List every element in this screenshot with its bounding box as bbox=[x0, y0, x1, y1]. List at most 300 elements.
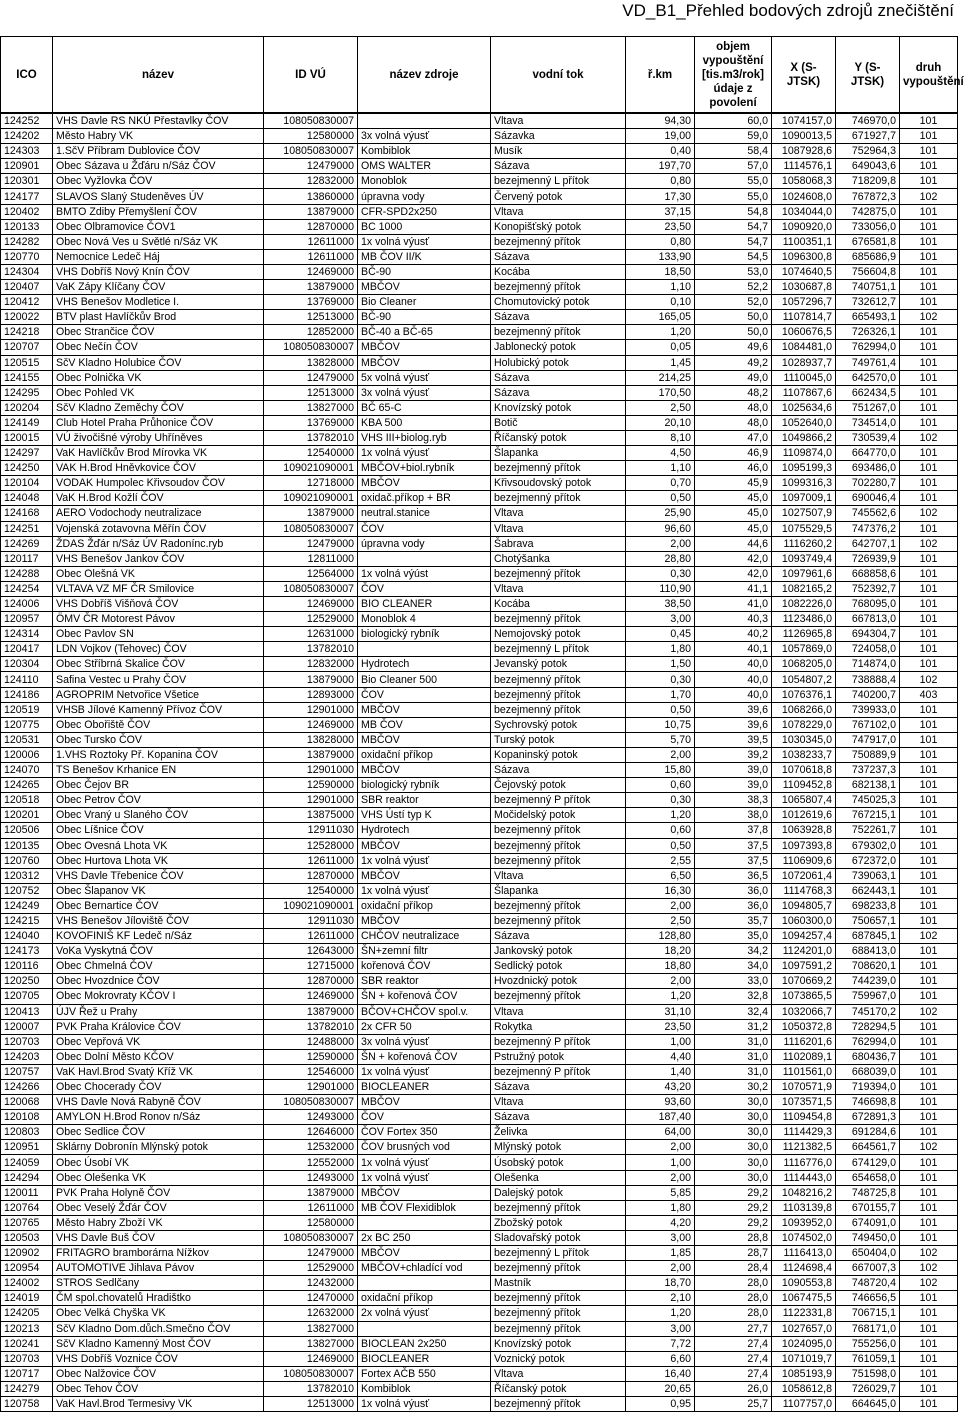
cell-nazev: Obec Chmelná ČOV bbox=[53, 959, 264, 974]
table-row bbox=[1, 1230, 958, 1245]
cell-x: 1073865,5 bbox=[772, 989, 836, 1004]
cell-id-vu: 12479000 bbox=[264, 370, 358, 385]
cell-x: 1074502,0 bbox=[772, 1230, 836, 1245]
cell-vodni-tok: bezejmenný L přítok bbox=[491, 174, 626, 189]
cell-nazev: ÖMV ČR Motorest Pávov bbox=[53, 612, 264, 627]
cell-rkm: 1,70 bbox=[626, 687, 695, 702]
cell-ico: 120250 bbox=[1, 974, 53, 989]
cell-vodni-tok: Hvozdnický potok bbox=[491, 974, 626, 989]
cell-nazev: PVK Praha Královice ČOV bbox=[53, 1019, 264, 1034]
cell-druh: 101 bbox=[900, 853, 958, 868]
cell-y: 728294,5 bbox=[836, 1019, 900, 1034]
cell-id-vu: 12469000 bbox=[264, 1351, 358, 1366]
cell-nazev: Obec Nalžovice ČOV bbox=[53, 1366, 264, 1381]
cell-id-vu: 108050830007 bbox=[264, 144, 358, 159]
cell-y: 698233,8 bbox=[836, 898, 900, 913]
cell-ico: 124186 bbox=[1, 687, 53, 702]
cell-nazev: Club Hotel Praha Průhonice ČOV bbox=[53, 415, 264, 430]
cell-objem: 30,0 bbox=[695, 1110, 772, 1125]
cell-id-vu: 13769000 bbox=[264, 415, 358, 430]
cell-vodni-tok: Křivsoudovský potok bbox=[491, 476, 626, 491]
cell-y: 759967,0 bbox=[836, 989, 900, 1004]
cell-objem: 30,0 bbox=[695, 1170, 772, 1185]
cell-druh: 102 bbox=[900, 430, 958, 445]
cell-objem: 48,2 bbox=[695, 385, 772, 400]
cell-ico: 120518 bbox=[1, 793, 53, 808]
cell-x: 1082165,2 bbox=[772, 581, 836, 596]
cell-x: 1060676,5 bbox=[772, 325, 836, 340]
cell-ico: 120503 bbox=[1, 1230, 53, 1245]
cell-rkm: 19,00 bbox=[626, 129, 695, 144]
cell-objem: 52,0 bbox=[695, 295, 772, 310]
cell-y: 767215,1 bbox=[836, 808, 900, 823]
cell-objem: 57,0 bbox=[695, 159, 772, 174]
table-row bbox=[1, 536, 958, 551]
cell-id-vu: 12893000 bbox=[264, 687, 358, 702]
table-row bbox=[1, 672, 958, 687]
cell-nazev: Obec Sedlice ČOV bbox=[53, 1125, 264, 1140]
cell-objem: 28,4 bbox=[695, 1261, 772, 1276]
cell-nazev-zdroje: SBR reaktor bbox=[358, 793, 491, 808]
table-row bbox=[1, 506, 958, 521]
cell-ico: 120402 bbox=[1, 204, 53, 219]
cell-rkm: 0,05 bbox=[626, 340, 695, 355]
cell-nazev: ŽDAS Žďár n/Sáz ÚV Radonínc.ryb bbox=[53, 536, 264, 551]
cell-x: 1074157,0 bbox=[772, 113, 836, 129]
cell-ico: 124048 bbox=[1, 491, 53, 506]
cell-x: 1106909,6 bbox=[772, 853, 836, 868]
cell-rkm: 0,10 bbox=[626, 295, 695, 310]
cell-rkm: 23,50 bbox=[626, 219, 695, 234]
cell-vodni-tok: Pstružný potok bbox=[491, 1049, 626, 1064]
cell-vodni-tok: bezejmenný přítok bbox=[491, 461, 626, 476]
cell-x: 1034044,0 bbox=[772, 204, 836, 219]
cell-druh: 102 bbox=[900, 929, 958, 944]
cell-vodni-tok: Šlapanka bbox=[491, 883, 626, 898]
cell-rkm: 16,40 bbox=[626, 1366, 695, 1381]
cell-y: 668039,0 bbox=[836, 1064, 900, 1079]
cell-nazev: VAK H.Brod Hněvkovice ČOV bbox=[53, 461, 264, 476]
table-row bbox=[1, 340, 958, 355]
cell-nazev: Obec Polnička VK bbox=[53, 370, 264, 385]
cell-y: 745025,3 bbox=[836, 793, 900, 808]
cell-vodni-tok: Sázava bbox=[491, 249, 626, 264]
table-row bbox=[1, 144, 958, 159]
table-row bbox=[1, 838, 958, 853]
cell-vodni-tok: Želivka bbox=[491, 1125, 626, 1140]
cell-vodni-tok: Vltava bbox=[491, 521, 626, 536]
cell-rkm: 0,50 bbox=[626, 838, 695, 853]
col-rkm: ř.km bbox=[626, 37, 695, 114]
cell-druh: 101 bbox=[900, 1215, 958, 1230]
cell-rkm: 18,70 bbox=[626, 1276, 695, 1291]
cell-druh: 101 bbox=[900, 823, 958, 838]
cell-vodni-tok: bezejmenný P přítok bbox=[491, 1064, 626, 1079]
cell-ico: 120312 bbox=[1, 868, 53, 883]
cell-nazev-zdroje: BČ-90 bbox=[358, 310, 491, 325]
cell-nazev: Obec Úsobí VK bbox=[53, 1155, 264, 1170]
cell-nazev: VHS Benešov Jankov ČOV bbox=[53, 551, 264, 566]
cell-nazev-zdroje: oxidační příkop bbox=[358, 1291, 491, 1306]
table-row bbox=[1, 491, 958, 506]
cell-rkm: 0,40 bbox=[626, 144, 695, 159]
table-row bbox=[1, 370, 958, 385]
cell-y: 746656,5 bbox=[836, 1291, 900, 1306]
cell-druh: 101 bbox=[900, 1321, 958, 1336]
cell-id-vu: 13828000 bbox=[264, 732, 358, 747]
cell-vodni-tok: bezejmenný přítok bbox=[491, 1200, 626, 1215]
cell-vodni-tok: Nemojovský potok bbox=[491, 627, 626, 642]
cell-y: 738888,4 bbox=[836, 672, 900, 687]
cell-x: 1116776,0 bbox=[772, 1155, 836, 1170]
cell-druh: 101 bbox=[900, 1034, 958, 1049]
cell-id-vu: 12832000 bbox=[264, 657, 358, 672]
cell-nazev-zdroje: MBČOV bbox=[358, 340, 491, 355]
cell-x: 1114768,3 bbox=[772, 883, 836, 898]
cell-vodni-tok: bezejmenný přítok bbox=[491, 1396, 626, 1411]
cell-id-vu: 108050830007 bbox=[264, 340, 358, 355]
cell-x: 1025634,6 bbox=[772, 400, 836, 415]
cell-rkm: 1,45 bbox=[626, 355, 695, 370]
cell-nazev-zdroje: 3x volná výusť bbox=[358, 129, 491, 144]
cell-druh: 101 bbox=[900, 763, 958, 778]
table-row bbox=[1, 1064, 958, 1079]
cell-vodni-tok: Úsobský potok bbox=[491, 1155, 626, 1170]
cell-ico: 120951 bbox=[1, 1140, 53, 1155]
cell-vodni-tok: Sázava bbox=[491, 763, 626, 778]
cell-vodni-tok: Šlapanka bbox=[491, 446, 626, 461]
cell-objem: 37,8 bbox=[695, 823, 772, 838]
cell-x: 1082226,0 bbox=[772, 597, 836, 612]
cell-y: 752964,3 bbox=[836, 144, 900, 159]
cell-id-vu: 13879000 bbox=[264, 280, 358, 295]
cell-x: 1049866,2 bbox=[772, 430, 836, 445]
cell-nazev-zdroje: Hydrotech bbox=[358, 823, 491, 838]
cell-nazev: VHS Dobříš Voznice ČOV bbox=[53, 1351, 264, 1366]
cell-y: 745170,2 bbox=[836, 1004, 900, 1019]
cell-y: 668858,6 bbox=[836, 566, 900, 581]
cell-vodni-tok: Mastník bbox=[491, 1276, 626, 1291]
cell-nazev-zdroje: MBČOV bbox=[358, 280, 491, 295]
cell-x: 1093749,4 bbox=[772, 551, 836, 566]
cell-x: 1116413,0 bbox=[772, 1246, 836, 1261]
cell-rkm: 0,80 bbox=[626, 234, 695, 249]
cell-nazev: Obec Líšnice ČOV bbox=[53, 823, 264, 838]
cell-nazev: Obec Vyžlovka ČOV bbox=[53, 174, 264, 189]
cell-id-vu: 13782010 bbox=[264, 430, 358, 445]
cell-id-vu: 12513000 bbox=[264, 385, 358, 400]
cell-id-vu: 109021090001 bbox=[264, 461, 358, 476]
cell-nazev-zdroje: 2x volná výusť bbox=[358, 1306, 491, 1321]
cell-y: 664561,7 bbox=[836, 1140, 900, 1155]
cell-vodni-tok: Mlýnský potok bbox=[491, 1140, 626, 1155]
cell-objem: 40,2 bbox=[695, 627, 772, 642]
cell-objem: 45,9 bbox=[695, 476, 772, 491]
table-row bbox=[1, 159, 958, 174]
cell-nazev-zdroje: ČOV brusných vod bbox=[358, 1140, 491, 1155]
cell-druh: 101 bbox=[900, 551, 958, 566]
cell-druh: 101 bbox=[900, 793, 958, 808]
cell-id-vu: 12852000 bbox=[264, 325, 358, 340]
cell-rkm: 1,80 bbox=[626, 1200, 695, 1215]
cell-vodni-tok: bezejmenný přítok bbox=[491, 1306, 626, 1321]
cell-objem: 27,7 bbox=[695, 1321, 772, 1336]
cell-nazev-zdroje: MBČOV bbox=[358, 868, 491, 883]
table-row bbox=[1, 280, 958, 295]
cell-objem: 28,7 bbox=[695, 1246, 772, 1261]
cell-id-vu: 108050830007 bbox=[264, 113, 358, 129]
cell-ico: 120413 bbox=[1, 1004, 53, 1019]
cell-id-vu: 12529000 bbox=[264, 612, 358, 627]
cell-ico: 120068 bbox=[1, 1095, 53, 1110]
cell-id-vu: 12432000 bbox=[264, 1276, 358, 1291]
cell-ico: 124110 bbox=[1, 672, 53, 687]
cell-nazev-zdroje: Fortex AČB 550 bbox=[358, 1366, 491, 1381]
cell-ico: 120803 bbox=[1, 1125, 53, 1140]
cell-nazev-zdroje: oxidační příkop bbox=[358, 898, 491, 913]
cell-rkm: 128,80 bbox=[626, 929, 695, 944]
cell-y: 726939,9 bbox=[836, 551, 900, 566]
cell-y: 714874,0 bbox=[836, 657, 900, 672]
cell-nazev: Obec Tursko ČOV bbox=[53, 732, 264, 747]
table-row bbox=[1, 1034, 958, 1049]
cell-rkm: 2,00 bbox=[626, 536, 695, 551]
cell-druh: 101 bbox=[900, 566, 958, 581]
cell-nazev-zdroje bbox=[358, 551, 491, 566]
cell-y: 767872,3 bbox=[836, 189, 900, 204]
cell-vodni-tok: Konopišťský potok bbox=[491, 219, 626, 234]
cell-nazev-zdroje: 1x volná výusť bbox=[358, 883, 491, 898]
cell-ico: 124149 bbox=[1, 415, 53, 430]
cell-nazev: FRITAGRO bramborárna Nížkov bbox=[53, 1246, 264, 1261]
cell-objem: 40,3 bbox=[695, 612, 772, 627]
cell-vodni-tok: Sázava bbox=[491, 1110, 626, 1125]
cell-vodni-tok: Sázava bbox=[491, 159, 626, 174]
cell-druh: 101 bbox=[900, 340, 958, 355]
cell-ico: 120515 bbox=[1, 355, 53, 370]
cell-vodni-tok: Šabrava bbox=[491, 536, 626, 551]
cell-nazev: LDN Vojkov (Tehovec) ČOV bbox=[53, 642, 264, 657]
cell-druh: 101 bbox=[900, 1110, 958, 1125]
cell-ico: 120707 bbox=[1, 340, 53, 355]
table-row bbox=[1, 1351, 958, 1366]
cell-id-vu: 12870000 bbox=[264, 974, 358, 989]
cell-x: 1038233,7 bbox=[772, 747, 836, 762]
cell-id-vu: 13875000 bbox=[264, 808, 358, 823]
col-nazev-zdroje: název zdroje bbox=[358, 37, 491, 114]
cell-rkm: 0,50 bbox=[626, 491, 695, 506]
cell-vodni-tok: Botič bbox=[491, 415, 626, 430]
cell-rkm: 0,95 bbox=[626, 1396, 695, 1411]
cell-druh: 101 bbox=[900, 325, 958, 340]
cell-rkm: 4,20 bbox=[626, 1215, 695, 1230]
cell-y: 755256,0 bbox=[836, 1336, 900, 1351]
cell-y: 749450,0 bbox=[836, 1230, 900, 1245]
cell-druh: 101 bbox=[900, 204, 958, 219]
cell-objem: 25,7 bbox=[695, 1396, 772, 1411]
cell-ico: 124265 bbox=[1, 778, 53, 793]
cell-id-vu: 13769000 bbox=[264, 295, 358, 310]
cell-vodni-tok: Kocába bbox=[491, 264, 626, 279]
table-row bbox=[1, 1019, 958, 1034]
cell-vodni-tok: Zbožský potok bbox=[491, 1215, 626, 1230]
table-row bbox=[1, 627, 958, 642]
cell-id-vu: 12469000 bbox=[264, 264, 358, 279]
cell-x: 1103139,8 bbox=[772, 1200, 836, 1215]
cell-ico: 120752 bbox=[1, 883, 53, 898]
cell-nazev: Obec Hvozdnice ČOV bbox=[53, 974, 264, 989]
cell-objem: 50,0 bbox=[695, 310, 772, 325]
cell-druh: 101 bbox=[900, 1230, 958, 1245]
cell-vodni-tok: bezejmenný přítok bbox=[491, 1261, 626, 1276]
cell-x: 1052640,0 bbox=[772, 415, 836, 430]
cell-nazev-zdroje: biologický rybník bbox=[358, 627, 491, 642]
cell-rkm: 110,90 bbox=[626, 581, 695, 596]
cell-objem: 58,4 bbox=[695, 144, 772, 159]
cell-ico: 124251 bbox=[1, 521, 53, 536]
cell-rkm: 1,00 bbox=[626, 1155, 695, 1170]
cell-id-vu: 13860000 bbox=[264, 189, 358, 204]
cell-vodni-tok: Sázava bbox=[491, 385, 626, 400]
cell-druh: 403 bbox=[900, 687, 958, 702]
cell-nazev-zdroje: ŠN + kořenová ČOV bbox=[358, 1049, 491, 1064]
cell-druh: 102 bbox=[900, 1246, 958, 1261]
table-row bbox=[1, 1095, 958, 1110]
cell-y: 642707,1 bbox=[836, 536, 900, 551]
table-row bbox=[1, 521, 958, 536]
cell-vodni-tok: Kopaninský potok bbox=[491, 747, 626, 762]
col-ico: ICO bbox=[1, 37, 53, 114]
cell-id-vu: 12901000 bbox=[264, 793, 358, 808]
cell-x: 1085193,9 bbox=[772, 1366, 836, 1381]
cell-ico: 124070 bbox=[1, 763, 53, 778]
col-nazev: název bbox=[53, 37, 264, 114]
cell-rkm: 2,00 bbox=[626, 747, 695, 762]
cell-druh: 101 bbox=[900, 597, 958, 612]
cell-nazev: VHS Benešov Jíloviště ČOV bbox=[53, 913, 264, 928]
cell-ico: 124019 bbox=[1, 1291, 53, 1306]
cell-y: 726326,1 bbox=[836, 325, 900, 340]
cell-nazev: VÚ živočišné výroby Uhříněves bbox=[53, 430, 264, 445]
table-row bbox=[1, 974, 958, 989]
cell-ico: 120104 bbox=[1, 476, 53, 491]
cell-y: 654658,0 bbox=[836, 1170, 900, 1185]
cell-vodni-tok: Olešenka bbox=[491, 1170, 626, 1185]
cell-druh: 101 bbox=[900, 1049, 958, 1064]
cell-nazev: VHS Dobříš Nový Knín ČOV bbox=[53, 264, 264, 279]
cell-y: 702280,7 bbox=[836, 476, 900, 491]
cell-vodni-tok: Sázava bbox=[491, 310, 626, 325]
cell-nazev-zdroje: Kombiblok bbox=[358, 1381, 491, 1396]
cell-ico: 124168 bbox=[1, 506, 53, 521]
cell-id-vu: 12513000 bbox=[264, 1396, 358, 1411]
cell-x: 1028937,7 bbox=[772, 355, 836, 370]
cell-x: 1073571,5 bbox=[772, 1095, 836, 1110]
cell-vodni-tok: Říčanský potok bbox=[491, 1381, 626, 1396]
cell-rkm: 6,50 bbox=[626, 868, 695, 883]
table-row bbox=[1, 1155, 958, 1170]
cell-druh: 101 bbox=[900, 476, 958, 491]
cell-rkm: 0,30 bbox=[626, 566, 695, 581]
table-row bbox=[1, 581, 958, 596]
cell-nazev: PVK Praha Holyně ČOV bbox=[53, 1185, 264, 1200]
cell-id-vu: 12528000 bbox=[264, 838, 358, 853]
cell-nazev: VaK Zápy Klíčany ČOV bbox=[53, 280, 264, 295]
cell-objem: 42,0 bbox=[695, 551, 772, 566]
cell-nazev-zdroje: ČOV Fortex 350 bbox=[358, 1125, 491, 1140]
cell-nazev: Obec Pavlov SN bbox=[53, 627, 264, 642]
cell-y: 752261,7 bbox=[836, 823, 900, 838]
cell-rkm: 5,85 bbox=[626, 1185, 695, 1200]
cell-ico: 120717 bbox=[1, 1366, 53, 1381]
cell-y: 762994,0 bbox=[836, 340, 900, 355]
cell-nazev-zdroje: BČ 65-C bbox=[358, 400, 491, 415]
cell-nazev-zdroje: MBČOV bbox=[358, 732, 491, 747]
cell-nazev-zdroje: 1x volná výusť bbox=[358, 446, 491, 461]
cell-druh: 101 bbox=[900, 1396, 958, 1411]
cell-rkm: 15,80 bbox=[626, 763, 695, 778]
cell-rkm: 1,50 bbox=[626, 657, 695, 672]
table-row bbox=[1, 113, 958, 129]
cell-druh: 101 bbox=[900, 747, 958, 762]
cell-nazev-zdroje: ČOV bbox=[358, 1110, 491, 1125]
cell-nazev: Obec Mokrovraty KČOV I bbox=[53, 989, 264, 1004]
cell-druh: 101 bbox=[900, 1381, 958, 1396]
cell-id-vu: 12590000 bbox=[264, 778, 358, 793]
cell-nazev-zdroje: VHS III+biolog.ryb bbox=[358, 430, 491, 445]
table-row bbox=[1, 717, 958, 732]
table-row bbox=[1, 929, 958, 944]
table-body bbox=[1, 113, 958, 1412]
table-row bbox=[1, 747, 958, 762]
cell-vodni-tok: Sychrovský potok bbox=[491, 717, 626, 732]
cell-ico: 120304 bbox=[1, 657, 53, 672]
cell-id-vu: 108050830007 bbox=[264, 581, 358, 596]
cell-ico: 120764 bbox=[1, 1200, 53, 1215]
cell-rkm: 31,10 bbox=[626, 1004, 695, 1019]
cell-vodni-tok: Knovízský potok bbox=[491, 1336, 626, 1351]
cell-y: 746970,0 bbox=[836, 113, 900, 129]
cell-rkm: 2,50 bbox=[626, 400, 695, 415]
cell-nazev-zdroje: BČ-40 a BČ-65 bbox=[358, 325, 491, 340]
cell-rkm: 1,20 bbox=[626, 808, 695, 823]
cell-nazev: 1.SčV Příbram Dublovice ČOV bbox=[53, 144, 264, 159]
cell-druh: 101 bbox=[900, 1200, 958, 1215]
cell-vodni-tok: bezejmenný přítok bbox=[491, 1321, 626, 1336]
cell-x: 1114443,0 bbox=[772, 1170, 836, 1185]
cell-druh: 101 bbox=[900, 898, 958, 913]
cell-rkm: 1,80 bbox=[626, 642, 695, 657]
table-row bbox=[1, 642, 958, 657]
table-row bbox=[1, 1291, 958, 1306]
cell-rkm: 0,30 bbox=[626, 672, 695, 687]
cell-y: 747376,2 bbox=[836, 521, 900, 536]
cell-x: 1075529,5 bbox=[772, 521, 836, 536]
cell-nazev-zdroje: 1x volná výusť bbox=[358, 1170, 491, 1185]
cell-x: 1100351,1 bbox=[772, 234, 836, 249]
cell-x: 1107867,6 bbox=[772, 385, 836, 400]
cell-ico: 120108 bbox=[1, 1110, 53, 1125]
cell-rkm: 2,50 bbox=[626, 913, 695, 928]
cell-y: 706715,1 bbox=[836, 1306, 900, 1321]
cell-druh: 101 bbox=[900, 1155, 958, 1170]
cell-y: 685686,9 bbox=[836, 249, 900, 264]
cell-y: 746698,8 bbox=[836, 1095, 900, 1110]
cell-nazev: SLAVOS Slaný Studeněves ÚV bbox=[53, 189, 264, 204]
cell-id-vu: 12529000 bbox=[264, 1261, 358, 1276]
cell-objem: 46,9 bbox=[695, 446, 772, 461]
cell-objem: 54,5 bbox=[695, 249, 772, 264]
